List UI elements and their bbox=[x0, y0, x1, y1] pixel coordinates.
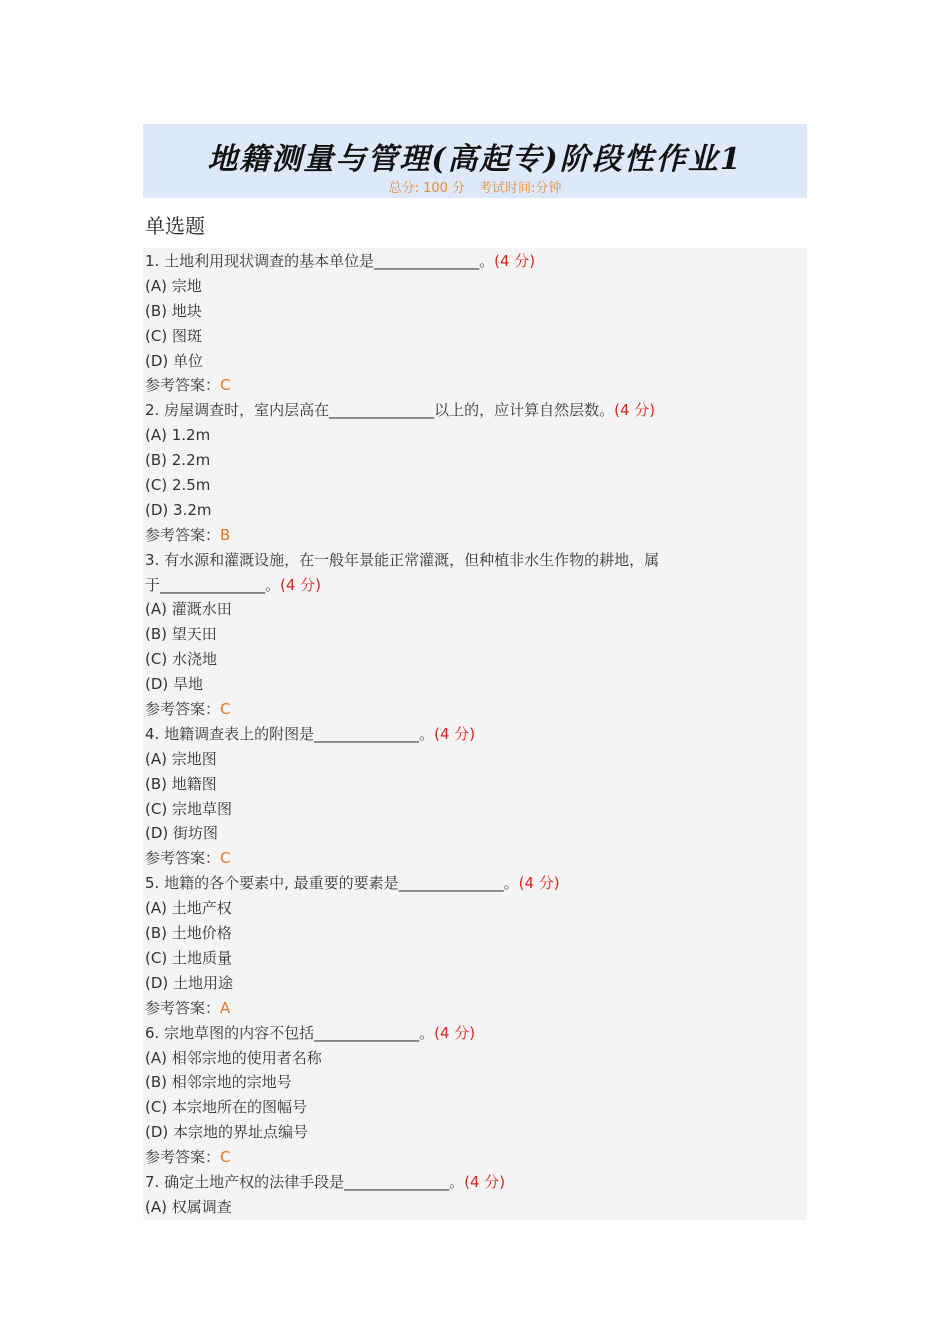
section-title: 单选题 bbox=[145, 214, 205, 238]
answer-value: C bbox=[220, 700, 231, 719]
answer-option: (A) 宗地 bbox=[145, 276, 202, 295]
question-score: (4 分) bbox=[434, 724, 476, 743]
question-stem-line bbox=[145, 871, 807, 896]
question-stem-line bbox=[145, 249, 807, 274]
question-stem-line bbox=[145, 398, 807, 423]
answer-option: (C) 土地质量 bbox=[145, 948, 232, 967]
question-stem-line bbox=[145, 548, 807, 573]
question-stem-line bbox=[145, 1170, 807, 1195]
answer-option: (D) 本宗地的界址点编号 bbox=[145, 1123, 309, 1142]
exam-time: 考试时间:分钟 bbox=[479, 181, 562, 196]
answer-option: (D) 单位 bbox=[145, 351, 204, 370]
question-score: (4 分) bbox=[614, 401, 656, 420]
question-stem-line bbox=[145, 573, 807, 598]
total-score: 总分: 100 分 bbox=[388, 181, 466, 196]
answer-option: (D) 3.2m bbox=[145, 500, 212, 519]
answer-option: (C) 2.5m bbox=[145, 476, 211, 495]
question-score: (4 分) bbox=[464, 1172, 506, 1191]
answer-option: (C) 水浇地 bbox=[145, 650, 217, 669]
question-list bbox=[143, 248, 807, 1220]
answer-option: (C) 宗地草图 bbox=[145, 799, 232, 818]
question-score: (4 分) bbox=[280, 575, 322, 594]
reference-answer bbox=[145, 697, 807, 722]
answer-option: (A) 权属调查 bbox=[145, 1197, 232, 1216]
answer-option: (A) 土地产权 bbox=[145, 899, 232, 918]
answer-option: (B) 相邻宗地的宗地号 bbox=[145, 1073, 292, 1092]
question-text: 2. 房屋调查时，室内层高在______________以上的，应计算自然层数。 bbox=[145, 401, 615, 420]
reference-answer bbox=[145, 996, 807, 1021]
answer-option: (B) 土地价格 bbox=[145, 924, 232, 943]
answer-option: (D) 旱地 bbox=[145, 675, 204, 694]
question-lines bbox=[143, 248, 807, 1220]
question-text: 于______________。 bbox=[145, 575, 281, 594]
question-text: 6. 宗地草图的内容不包括______________。 bbox=[145, 1023, 435, 1042]
answer-option: (A) 灌溉水田 bbox=[145, 600, 232, 619]
question-text: 4. 地籍调查表上的附图是______________。 bbox=[145, 724, 435, 743]
question-stem-line bbox=[145, 722, 807, 747]
question-score: (4 分) bbox=[494, 252, 536, 270]
answer-option: (C) 本宗地所在的图幅号 bbox=[145, 1098, 307, 1117]
answer-option: (A) 相邻宗地的使用者名称 bbox=[145, 1048, 322, 1067]
question-text: 7. 确定土地产权的法律手段是______________。 bbox=[145, 1172, 465, 1191]
answer-option: (B) 2.2m bbox=[145, 451, 211, 470]
answer-option: (A) 宗地图 bbox=[145, 749, 217, 768]
answer-label: 参考答案： bbox=[145, 849, 221, 868]
answer-label: 参考答案： bbox=[145, 700, 221, 719]
question-text: 3. 有水源和灌溉设施，在一般年景能正常灌溉，但种植非水生作物的耕地，属 bbox=[145, 550, 660, 569]
reference-answer bbox=[145, 1145, 807, 1170]
page-title: 地籍测量与管理(高起专)阶段性作业1 bbox=[207, 142, 743, 177]
reference-answer bbox=[145, 846, 807, 871]
answer-option: (A) 1.2m bbox=[145, 426, 211, 445]
answer-option: (C) 图斑 bbox=[145, 326, 202, 345]
answer-option: (B) 地块 bbox=[145, 301, 202, 320]
answer-label: 参考答案： bbox=[145, 525, 221, 544]
answer-label: 参考答案： bbox=[145, 998, 221, 1017]
page-header bbox=[143, 124, 807, 198]
answer-option: (D) 街坊图 bbox=[145, 824, 219, 843]
reference-answer bbox=[145, 373, 807, 398]
answer-option: (B) 地籍图 bbox=[145, 774, 217, 793]
question-score: (4 分) bbox=[434, 1023, 476, 1042]
answer-value: C bbox=[220, 376, 231, 395]
answer-value: C bbox=[220, 849, 231, 868]
question-text: 5. 地籍的各个要素中, 最重要的要素是______________。 bbox=[145, 874, 519, 893]
question-text: 1. 土地利用现状调查的基本单位是______________。 bbox=[145, 252, 495, 270]
question-stem-line bbox=[145, 1021, 807, 1046]
answer-label: 参考答案： bbox=[145, 1148, 221, 1167]
answer-value: B bbox=[220, 525, 231, 544]
question-score: (4 分) bbox=[518, 874, 560, 893]
reference-answer bbox=[145, 523, 807, 548]
answer-value: C bbox=[220, 1148, 231, 1167]
answer-value: A bbox=[220, 998, 231, 1017]
answer-option: (D) 土地用途 bbox=[145, 973, 234, 992]
answer-option: (B) 望天田 bbox=[145, 625, 217, 644]
answer-label: 参考答案： bbox=[145, 376, 221, 395]
exam-meta bbox=[143, 177, 807, 196]
